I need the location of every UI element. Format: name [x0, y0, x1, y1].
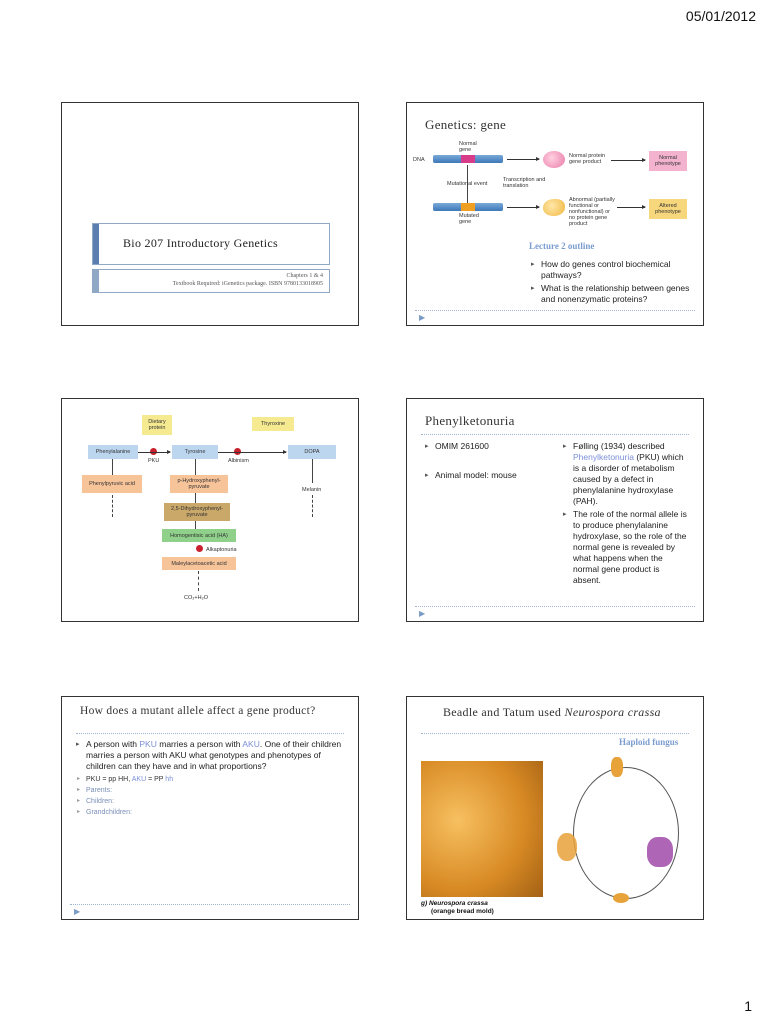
photo-caption-2: (orange bread mold): [431, 908, 494, 915]
ascus-icon: [611, 757, 623, 777]
footer-arrow-icon: ▶: [419, 609, 426, 618]
melanin-label: Melanin: [302, 487, 322, 493]
sub-text: PKU = pp HH,: [86, 776, 131, 783]
fertilization-icon: [613, 893, 629, 903]
slide-4-phenylketonuria: [406, 398, 704, 622]
bullet-item: ▸ What is the relationship between genes and nonenzymatic proteins?: [531, 283, 701, 305]
chapters-text: Chapters 1 & 4: [286, 273, 323, 279]
slide-3-pathway: [61, 398, 359, 622]
phenylalanine-box: Phenylalanine: [88, 445, 138, 459]
alkaptonuria-label: Alkaptonuria: [206, 547, 237, 553]
normal-gene-segment: [461, 155, 475, 163]
sub-bullet-grandchildren: ▸ Grandchildren:: [76, 807, 348, 818]
arrow-to-abnormal-product: [507, 207, 539, 208]
mutated-gene-label: Mutated gene: [459, 213, 479, 225]
bullet-item: ▸ Animal model: mouse: [425, 470, 545, 481]
dopa-box: DOPA: [288, 445, 336, 459]
aku-term: AKU: [242, 739, 260, 749]
bullet-item: ▸ OMIM 261600: [425, 441, 545, 452]
title-rule: [421, 733, 689, 734]
sub-bullet-children: ▸ Children:: [76, 796, 348, 807]
haploid-label: Haploid fungus: [619, 737, 679, 747]
bullet-text: A person with: [86, 739, 140, 749]
bullet-item: ▸ How do genes control biochemical pathways?: [531, 259, 701, 281]
co2-label: CO₂+H₂O: [184, 595, 208, 601]
bullet-text: . One of their children marries a person with AKU what genotypes and phenotypes of children can they have and in what proportions?: [86, 739, 342, 771]
phenylpyruvic-box: Phenylpyruvic acid: [82, 475, 142, 493]
title-italic: Neurospora crassa: [564, 705, 661, 719]
tyr-down-arrow: [195, 459, 196, 475]
title-box: [92, 223, 330, 265]
tyrosine-box: Tyrosine: [172, 445, 218, 459]
pku-term: PKU: [139, 739, 157, 749]
life-cycle-diagram: [573, 767, 679, 899]
slide-1-title: [61, 102, 359, 326]
footer-rule: [415, 310, 695, 311]
title-rule: [421, 434, 689, 435]
title-accent-bar: [93, 224, 99, 264]
bullet-item: [563, 441, 689, 507]
footer-rule: [70, 904, 350, 905]
hydroxyphenyl-box: p-Hydroxyphenyl-pyruvate: [170, 475, 228, 493]
dhpp-down-arrow: [195, 521, 196, 529]
normal-gene-label: Normal gene: [459, 141, 477, 153]
title-rule: [76, 733, 344, 734]
phe-down-arrow: [112, 459, 113, 475]
print-date: 05/01/2012: [685, 8, 756, 24]
phe-to-tyr-arrow: [138, 452, 170, 453]
slide-6-neurospora: [406, 696, 704, 920]
slide-2-genetics-gene: [406, 102, 704, 326]
hpp-down-arrow: [195, 493, 196, 503]
melanin-dash-arrow: [312, 495, 313, 517]
normal-protein-blob: [543, 151, 565, 168]
bullet-text: Følling (1934) described: [573, 441, 665, 451]
homogentisic-box: Homogentisic acid (HA): [162, 529, 236, 542]
page-number: 1: [744, 998, 752, 1014]
bullet-text: marries a person with: [156, 739, 243, 749]
phenylpyruvic-dash-arrow: [112, 495, 113, 517]
problem-bullets: [76, 739, 348, 818]
mutational-event-label: Mutational event: [447, 181, 488, 187]
outline-title: Lecture 2 outline: [529, 241, 595, 251]
slide-title: [443, 705, 661, 720]
slide-title: Phenylketonuria: [425, 413, 515, 428]
normal-product-label: Normal protein gene product: [569, 153, 606, 165]
photo-caption-1: g) Neurospora crassa: [421, 900, 488, 907]
bullet-text: (PKU) which is a disorder of metabolism caused by a defect in phenylalanine hydroxylase (PAH).: [573, 452, 684, 506]
mal-dash-arrow: [198, 571, 199, 591]
bullet-item: ▸ The role of the normal allele is to produce phenylalanine hydroxylase, so the role of the normal gene is revealed by what happens when the normal gene product is absent.: [563, 509, 689, 586]
left-bullets: [425, 441, 545, 483]
slide-5-mutant-allele: [61, 696, 359, 920]
dna-label: DNA: [413, 157, 425, 163]
title-text: Beadle and Tatum used: [443, 705, 565, 719]
outline-bullets: [531, 259, 701, 307]
maleylacetoacetic-box: Maleylacetoacetic acid: [162, 557, 236, 570]
sub-bullet-genotypes: [76, 774, 348, 785]
sub-text: = PP: [146, 776, 164, 783]
thyroxine-box: Thyroxine: [252, 417, 294, 431]
course-title: Bio 207 Introductory Genetics: [123, 236, 279, 250]
dihydroxy-box: 2,5-Dihydroxyphenyl-pyruvate: [164, 503, 230, 521]
mutated-gene-segment: [461, 203, 475, 211]
pku-label: PKU: [148, 458, 160, 464]
dopa-down-arrow: [312, 459, 313, 483]
arrow-to-altered-phenotype: [617, 207, 645, 208]
footer-rule: [415, 606, 695, 607]
bullet-item: [76, 739, 348, 772]
footer-arrow-icon: ▶: [419, 313, 426, 322]
transcription-label: Transcription and translation: [503, 177, 546, 189]
alkaptonuria-block-icon: [196, 545, 203, 552]
slide-title: How does a mutant allele affect a gene product?: [80, 705, 316, 717]
textbook-text: Textbook Required: iGenetics package. ISBN 9780133018905: [172, 281, 323, 287]
spore-cluster-left: [557, 833, 577, 861]
altered-phenotype-box: Altered phenotype: [649, 199, 687, 219]
subtitle-accent-bar: [93, 270, 99, 292]
slide-title: Genetics: gene: [425, 117, 507, 132]
sub-text: hh: [165, 776, 174, 783]
sub-bullet-parents: ▸ Parents:: [76, 785, 348, 796]
albinism-label: Albinism: [228, 458, 249, 464]
abnormal-product-label: Abnormal (partially functional or nonfunctional) or no protein gene product: [569, 197, 615, 227]
dietary-protein-box: Dietary protein: [142, 415, 172, 435]
right-bullets: [563, 441, 689, 588]
phenylketonuria-link[interactable]: Phenylketonuria: [573, 452, 634, 462]
footer-arrow-icon: ▶: [74, 907, 81, 916]
neurospora-photo: [421, 761, 543, 909]
arrow-to-normal-phenotype: [611, 160, 645, 161]
tyr-to-dopa-arrow: [218, 452, 286, 453]
abnormal-protein-blob: [543, 199, 565, 216]
normal-phenotype-box: Normal phenotype: [649, 151, 687, 171]
subtitle-box: [92, 269, 330, 293]
sub-text: AKU: [131, 776, 147, 783]
arrow-to-normal-product: [507, 159, 539, 160]
spore-cluster-right: [647, 837, 673, 867]
